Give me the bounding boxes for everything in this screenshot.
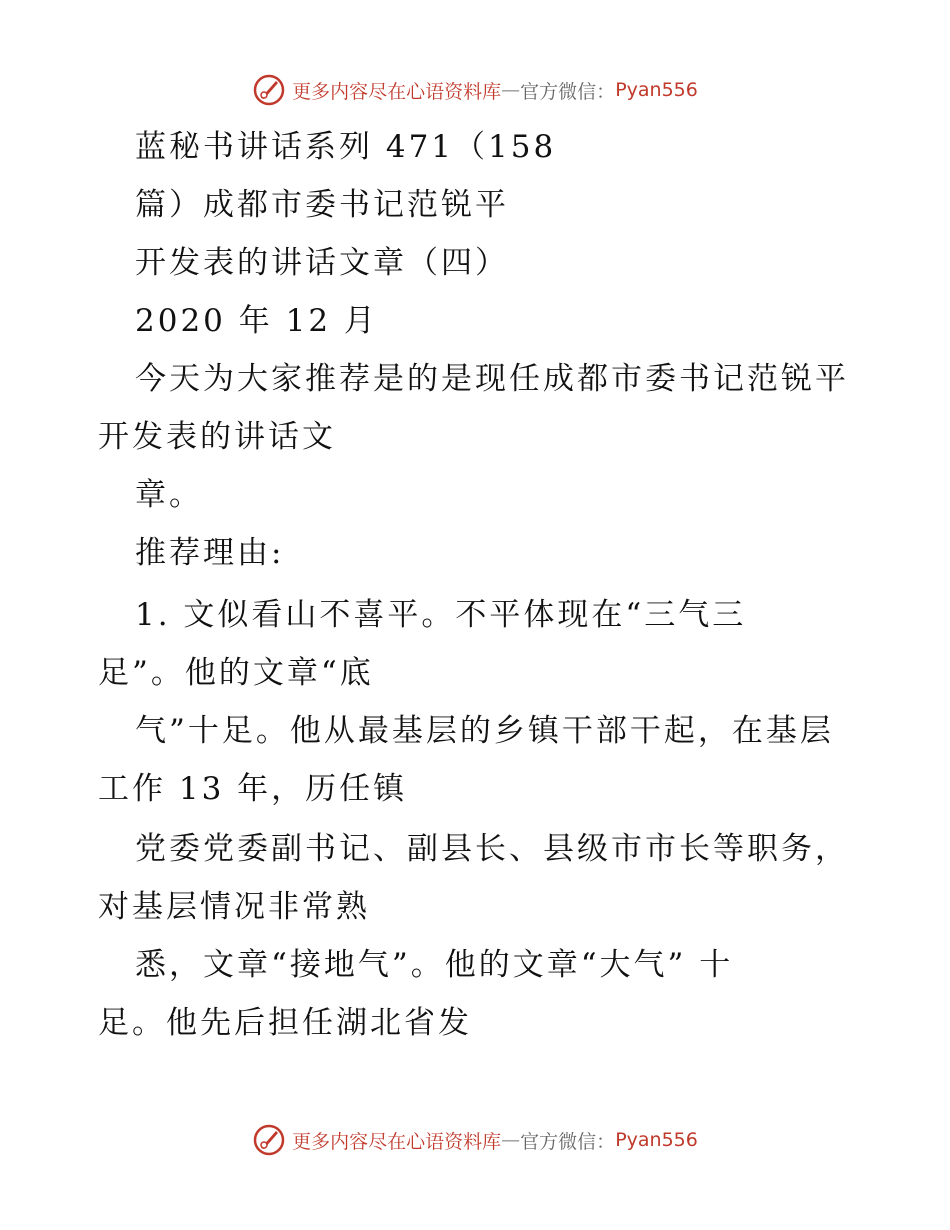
paragraph-line: 悉，文章“接地气”。他的文章“大气” 十 bbox=[135, 947, 734, 983]
paragraph-line: 章。 bbox=[135, 477, 203, 513]
banner-wechat-label: 官方微信： bbox=[520, 80, 616, 103]
banner-wechat-label: 官方微信： bbox=[520, 1130, 616, 1153]
paragraph-line: 开发表的讲话文 bbox=[98, 419, 336, 455]
banner-account: Pyan556 bbox=[615, 1129, 698, 1151]
title-line-3: 开发表的讲话文章（四） bbox=[135, 245, 509, 281]
paragraph-line: 1. 文似看山不喜平。不平体现在“三气三 bbox=[135, 597, 747, 633]
paragraph-line: 今天为大家推荐是的是现任成都市委书记范锐平 bbox=[135, 361, 849, 397]
section-heading: 推荐理由: bbox=[135, 535, 285, 571]
banner-separator: — bbox=[501, 79, 521, 101]
banner-text: 更多内容尽在心语资料库 bbox=[292, 80, 502, 103]
banner-account: Pyan556 bbox=[615, 79, 698, 101]
title-line-2: 篇）成都市委书记范锐平 bbox=[135, 187, 509, 223]
paragraph-line: 足”。他的文章“底 bbox=[98, 655, 374, 691]
banner-separator: — bbox=[501, 1129, 521, 1151]
paragraph-line: 气”十足。他从最基层的乡镇干部干起，在基层 bbox=[135, 713, 834, 749]
paragraph-line: 工作 13 年，历任镇 bbox=[98, 771, 408, 807]
paragraph-line: 党委党委副书记、副县长、县级市市长等职务， bbox=[135, 831, 849, 867]
banner-text: 更多内容尽在心语资料库 bbox=[292, 1130, 502, 1153]
paragraph-line: 足。他先后担任湖北省发 bbox=[98, 1005, 472, 1041]
paragraph-line: 对基层情况非常熟 bbox=[98, 889, 370, 925]
quill-pen-logo-icon bbox=[252, 1123, 286, 1157]
footer-banner bbox=[0, 1120, 950, 1160]
title-line-1: 蓝秘书讲话系列 471（158 bbox=[135, 129, 557, 165]
date-line: 2020 年 12 月 bbox=[135, 303, 378, 339]
